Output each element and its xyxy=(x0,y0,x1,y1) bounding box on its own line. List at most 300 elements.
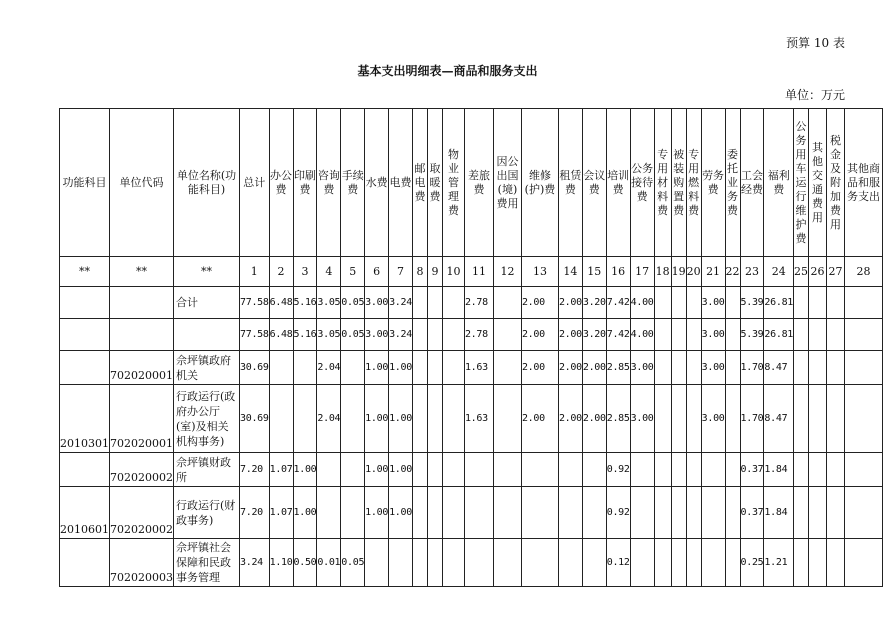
amount-cell xyxy=(671,319,686,351)
unit-name-cell: 行政运行(财政事务) xyxy=(174,487,240,539)
amount-cell xyxy=(845,385,883,453)
column-header-label: 单位名称(功能科目) xyxy=(176,168,237,196)
amount-cell xyxy=(809,539,827,587)
amount-cell: 0.25 xyxy=(740,539,764,587)
amount-cell xyxy=(341,351,365,385)
column-header xyxy=(240,109,270,257)
column-header xyxy=(630,109,654,257)
column-index: 27 xyxy=(827,257,845,287)
index-row xyxy=(60,257,883,287)
amount-cell: 2.00 xyxy=(558,287,582,319)
amount-cell xyxy=(725,539,740,587)
column-header-label: 功能科目 xyxy=(62,175,107,189)
amount-cell xyxy=(701,453,725,487)
amount-cell xyxy=(671,351,686,385)
amount-cell: 1.00 xyxy=(293,453,317,487)
amount-cell xyxy=(442,453,464,487)
amount-cell xyxy=(442,351,464,385)
amount-cell: 1.00 xyxy=(365,385,389,453)
column-header xyxy=(341,109,365,257)
amount-cell xyxy=(827,351,845,385)
column-header-label: 总计 xyxy=(243,175,266,189)
amount-cell xyxy=(725,351,740,385)
amount-cell xyxy=(654,453,671,487)
column-header xyxy=(686,109,701,257)
amount-cell xyxy=(269,385,293,453)
amount-cell: 2.04 xyxy=(317,385,341,453)
column-header xyxy=(725,109,740,257)
column-header xyxy=(794,109,809,257)
column-header-label: 公务用车运行维护费 xyxy=(795,119,807,245)
amount-cell xyxy=(493,453,521,487)
amount-cell: 1.00 xyxy=(389,385,413,453)
amount-cell xyxy=(521,453,558,487)
function-code-cell xyxy=(60,453,110,487)
amount-cell xyxy=(827,385,845,453)
page-title: 基本支出明细表—商品和服务支出 xyxy=(357,64,538,78)
column-header-label: 水费 xyxy=(365,175,388,189)
amount-cell: 1.70 xyxy=(740,351,764,385)
amount-cell xyxy=(269,351,293,385)
amount-cell: 26.81 xyxy=(764,287,794,319)
amount-cell: 3.24 xyxy=(240,539,270,587)
amount-cell: 2.00 xyxy=(521,385,558,453)
amount-cell xyxy=(582,453,606,487)
column-header xyxy=(464,109,493,257)
amount-cell: 4.00 xyxy=(630,287,654,319)
amount-cell: 1.00 xyxy=(365,487,389,539)
column-header xyxy=(293,109,317,257)
amount-cell: 77.58 xyxy=(240,319,270,351)
amount-cell: 2.00 xyxy=(558,351,582,385)
column-header xyxy=(764,109,794,257)
amount-cell xyxy=(701,487,725,539)
column-header xyxy=(493,109,521,257)
amount-cell xyxy=(686,487,701,539)
column-index: 25 xyxy=(794,257,809,287)
amount-cell xyxy=(521,539,558,587)
column-index: 26 xyxy=(809,257,827,287)
function-code-cell: 2010601 xyxy=(60,487,110,539)
column-header xyxy=(521,109,558,257)
amount-cell xyxy=(794,287,809,319)
amount-cell xyxy=(412,319,427,351)
column-index: 8 xyxy=(412,257,427,287)
column-header-label: 咨询费 xyxy=(317,168,340,196)
column-header-label: 工会经费 xyxy=(740,168,763,196)
column-index: 28 xyxy=(845,257,883,287)
amount-cell: 1.70 xyxy=(740,385,764,453)
column-header-label: 维修(护)费 xyxy=(524,168,556,196)
amount-cell xyxy=(654,539,671,587)
function-code-cell xyxy=(60,319,110,351)
amount-cell xyxy=(809,385,827,453)
amount-cell: 2.00 xyxy=(558,385,582,453)
function-code-cell: 2010301 xyxy=(60,385,110,453)
amount-cell xyxy=(365,539,389,587)
column-index: 19 xyxy=(671,257,686,287)
amount-cell xyxy=(845,453,883,487)
amount-cell xyxy=(427,487,442,539)
column-index: 2 xyxy=(269,257,293,287)
column-header-label: 其他商品和服务支出 xyxy=(847,161,881,203)
amount-cell xyxy=(341,453,365,487)
unit-name-cell: 行政运行(政府办公厅(室)及相关机构事务) xyxy=(174,385,240,453)
table-row xyxy=(60,385,883,453)
column-index: 24 xyxy=(764,257,794,287)
amount-cell: 3.00 xyxy=(701,351,725,385)
unit-label: 单位：万元 xyxy=(784,88,845,102)
amount-cell: 2.00 xyxy=(582,351,606,385)
amount-cell: 3.00 xyxy=(630,385,654,453)
amount-cell: 1.84 xyxy=(764,487,794,539)
amount-cell xyxy=(558,453,582,487)
amount-cell xyxy=(630,487,654,539)
column-header xyxy=(269,109,293,257)
amount-cell xyxy=(671,539,686,587)
function-code-cell xyxy=(60,539,110,587)
amount-cell: 8.47 xyxy=(764,351,794,385)
column-index: ** xyxy=(110,257,174,287)
amount-cell: 1.21 xyxy=(764,539,794,587)
unit-code-cell: 702020002 xyxy=(110,453,174,487)
amount-cell xyxy=(654,385,671,453)
amount-cell xyxy=(845,287,883,319)
column-header xyxy=(845,109,883,257)
amount-cell xyxy=(493,539,521,587)
unit-code-cell xyxy=(110,319,174,351)
amount-cell: 2.00 xyxy=(582,385,606,453)
amount-cell xyxy=(671,453,686,487)
table-row xyxy=(60,287,883,319)
amount-cell xyxy=(464,453,493,487)
unit-name-cell: 佘坪镇政府机关 xyxy=(174,351,240,385)
amount-cell xyxy=(442,287,464,319)
column-index: 7 xyxy=(389,257,413,287)
column-index: 16 xyxy=(606,257,630,287)
column-header xyxy=(654,109,671,257)
column-header xyxy=(365,109,389,257)
amount-cell: 0.37 xyxy=(740,453,764,487)
amount-cell: 3.05 xyxy=(317,319,341,351)
column-index: 23 xyxy=(740,257,764,287)
amount-cell: 2.04 xyxy=(317,351,341,385)
table-row xyxy=(60,453,883,487)
amount-cell: 2.00 xyxy=(521,287,558,319)
amount-cell xyxy=(827,453,845,487)
amount-cell: 7.42 xyxy=(606,287,630,319)
amount-cell: 5.39 xyxy=(740,319,764,351)
column-header-label: 邮电费 xyxy=(414,161,426,203)
column-header-label: 会议费 xyxy=(583,168,606,196)
column-index: 13 xyxy=(521,257,558,287)
amount-cell xyxy=(427,287,442,319)
column-header xyxy=(606,109,630,257)
function-code-cell xyxy=(60,351,110,385)
amount-cell: 1.07 xyxy=(269,487,293,539)
amount-cell xyxy=(725,487,740,539)
amount-cell xyxy=(427,385,442,453)
column-header xyxy=(427,109,442,257)
amount-cell xyxy=(464,539,493,587)
column-index: 14 xyxy=(558,257,582,287)
amount-cell: 2.00 xyxy=(558,319,582,351)
amount-cell: 30.69 xyxy=(240,385,270,453)
amount-cell: 3.00 xyxy=(701,319,725,351)
amount-cell: 3.00 xyxy=(701,287,725,319)
amount-cell xyxy=(725,319,740,351)
amount-cell: 3.24 xyxy=(389,287,413,319)
column-header xyxy=(174,109,240,257)
table-row xyxy=(60,319,883,351)
amount-cell: 3.20 xyxy=(582,287,606,319)
unit-code-cell: 702020002 xyxy=(110,487,174,539)
amount-cell: 0.05 xyxy=(341,287,365,319)
amount-cell xyxy=(845,319,883,351)
amount-cell xyxy=(442,539,464,587)
amount-cell: 6.48 xyxy=(269,287,293,319)
amount-cell xyxy=(464,487,493,539)
column-index: 12 xyxy=(493,257,521,287)
amount-cell: 1.84 xyxy=(764,453,794,487)
column-header xyxy=(60,109,110,257)
amount-cell: 7.20 xyxy=(240,453,270,487)
amount-cell xyxy=(701,539,725,587)
amount-cell: 77.58 xyxy=(240,287,270,319)
column-index: 11 xyxy=(464,257,493,287)
amount-cell xyxy=(412,453,427,487)
amount-cell xyxy=(794,453,809,487)
amount-cell: 2.85 xyxy=(606,385,630,453)
column-header-label: 委托业务费 xyxy=(727,147,739,217)
amount-cell: 8.47 xyxy=(764,385,794,453)
column-header xyxy=(671,109,686,257)
column-index: 1 xyxy=(240,257,270,287)
amount-cell xyxy=(317,487,341,539)
column-header-label: 差旅费 xyxy=(467,168,490,196)
table-row xyxy=(60,487,883,539)
column-header-label: 手续费 xyxy=(341,168,364,196)
amount-cell xyxy=(582,539,606,587)
amount-cell xyxy=(654,319,671,351)
amount-cell: 0.37 xyxy=(740,487,764,539)
column-header-label: 电费 xyxy=(389,175,412,189)
amount-cell: 5.16 xyxy=(293,319,317,351)
amount-cell xyxy=(293,385,317,453)
amount-cell: 1.07 xyxy=(269,453,293,487)
amount-cell xyxy=(493,351,521,385)
amount-cell xyxy=(442,487,464,539)
amount-cell: 5.39 xyxy=(740,287,764,319)
amount-cell: 1.00 xyxy=(365,453,389,487)
amount-cell xyxy=(827,487,845,539)
amount-cell xyxy=(389,539,413,587)
column-header xyxy=(809,109,827,257)
amount-cell: 5.16 xyxy=(293,287,317,319)
amount-cell: 3.05 xyxy=(317,287,341,319)
amount-cell xyxy=(427,319,442,351)
amount-cell: 2.00 xyxy=(521,319,558,351)
amount-cell: 6.48 xyxy=(269,319,293,351)
amount-cell xyxy=(794,319,809,351)
amount-cell xyxy=(794,539,809,587)
amount-cell xyxy=(654,487,671,539)
amount-cell: 3.20 xyxy=(582,319,606,351)
amount-cell xyxy=(412,539,427,587)
column-header-label: 福利费 xyxy=(767,168,790,196)
amount-cell xyxy=(493,287,521,319)
unit-name-cell: 合计 xyxy=(174,287,240,319)
amount-cell: 7.20 xyxy=(240,487,270,539)
amount-cell: 1.00 xyxy=(389,487,413,539)
column-header xyxy=(582,109,606,257)
amount-cell xyxy=(725,287,740,319)
amount-cell: 1.00 xyxy=(365,351,389,385)
amount-cell: 3.24 xyxy=(389,319,413,351)
amount-cell xyxy=(845,539,883,587)
column-header-label: 办公费 xyxy=(270,168,293,196)
column-header-label: 劳务费 xyxy=(702,168,725,196)
column-index: ** xyxy=(174,257,240,287)
column-header-label: 公务接待费 xyxy=(631,161,654,203)
amount-cell: 0.50 xyxy=(293,539,317,587)
amount-cell xyxy=(442,319,464,351)
column-header-label: 单位代码 xyxy=(119,175,164,189)
amount-cell: 0.92 xyxy=(606,487,630,539)
amount-cell xyxy=(442,385,464,453)
amount-cell xyxy=(686,539,701,587)
amount-cell xyxy=(845,351,883,385)
amount-cell xyxy=(341,385,365,453)
amount-cell: 0.01 xyxy=(317,539,341,587)
column-index: 22 xyxy=(725,257,740,287)
amount-cell xyxy=(827,539,845,587)
amount-cell: 26.81 xyxy=(764,319,794,351)
amount-cell xyxy=(493,319,521,351)
amount-cell: 3.00 xyxy=(630,351,654,385)
amount-cell xyxy=(845,487,883,539)
column-header-label: 物业管理费 xyxy=(447,147,459,217)
amount-cell: 1.63 xyxy=(464,351,493,385)
unit-code-cell: 702020001 xyxy=(110,385,174,453)
amount-cell xyxy=(827,319,845,351)
amount-cell xyxy=(654,287,671,319)
amount-cell xyxy=(686,453,701,487)
amount-cell xyxy=(427,539,442,587)
unit-code-cell: 702020001 xyxy=(110,351,174,385)
function-code-cell xyxy=(60,287,110,319)
amount-cell xyxy=(412,287,427,319)
column-header xyxy=(110,109,174,257)
column-header xyxy=(317,109,341,257)
amount-cell xyxy=(794,487,809,539)
table-row xyxy=(60,539,883,587)
column-index: 6 xyxy=(365,257,389,287)
column-header xyxy=(412,109,427,257)
table-row xyxy=(60,351,883,385)
column-header-label: 取暖费 xyxy=(429,161,441,203)
amount-cell xyxy=(809,287,827,319)
column-header-label: 专用燃料费 xyxy=(688,147,700,217)
amount-cell xyxy=(412,351,427,385)
amount-cell: 2.78 xyxy=(464,287,493,319)
amount-cell: 1.00 xyxy=(389,453,413,487)
column-header-label: 其他交通费用 xyxy=(812,140,824,224)
amount-cell xyxy=(794,385,809,453)
amount-cell xyxy=(809,487,827,539)
expense-table xyxy=(59,108,883,587)
amount-cell xyxy=(809,319,827,351)
amount-cell: 2.78 xyxy=(464,319,493,351)
unit-name-cell: 佘坪镇财政所 xyxy=(174,453,240,487)
amount-cell xyxy=(427,351,442,385)
column-header-label: 因公出国(境)费用 xyxy=(496,154,519,210)
amount-cell: 2.85 xyxy=(606,351,630,385)
column-header xyxy=(701,109,725,257)
column-header xyxy=(558,109,582,257)
amount-cell: 0.05 xyxy=(341,319,365,351)
column-header xyxy=(740,109,764,257)
column-index: 20 xyxy=(686,257,701,287)
amount-cell xyxy=(412,385,427,453)
column-header-label: 专用材料费 xyxy=(657,147,669,217)
unit-name-cell: 佘坪镇社会保障和民政事务管理 xyxy=(174,539,240,587)
amount-cell xyxy=(317,453,341,487)
amount-cell: 3.00 xyxy=(701,385,725,453)
amount-cell: 3.00 xyxy=(365,319,389,351)
column-header-label: 培训费 xyxy=(607,168,630,196)
column-index: 17 xyxy=(630,257,654,287)
amount-cell xyxy=(725,453,740,487)
column-header xyxy=(827,109,845,257)
amount-cell: 0.12 xyxy=(606,539,630,587)
column-header xyxy=(389,109,413,257)
amount-cell xyxy=(521,487,558,539)
unit-code-cell: 702020003 xyxy=(110,539,174,587)
amount-cell xyxy=(809,453,827,487)
amount-cell xyxy=(630,539,654,587)
amount-cell xyxy=(686,351,701,385)
amount-cell xyxy=(582,487,606,539)
column-index: ** xyxy=(60,257,110,287)
amount-cell xyxy=(493,385,521,453)
unit-code-cell xyxy=(110,287,174,319)
amount-cell xyxy=(493,487,521,539)
column-header-label: 印刷费 xyxy=(293,168,316,196)
amount-cell xyxy=(341,487,365,539)
amount-cell: 1.10 xyxy=(269,539,293,587)
column-header xyxy=(442,109,464,257)
amount-cell xyxy=(558,539,582,587)
amount-cell xyxy=(427,453,442,487)
amount-cell xyxy=(686,385,701,453)
amount-cell: 4.00 xyxy=(630,319,654,351)
amount-cell xyxy=(809,351,827,385)
column-index: 18 xyxy=(654,257,671,287)
column-header-label: 税金及附加费用 xyxy=(830,133,842,231)
column-index: 3 xyxy=(293,257,317,287)
amount-cell xyxy=(794,351,809,385)
column-index: 10 xyxy=(442,257,464,287)
amount-cell: 0.05 xyxy=(341,539,365,587)
column-index: 4 xyxy=(317,257,341,287)
column-index: 9 xyxy=(427,257,442,287)
amount-cell xyxy=(558,487,582,539)
amount-cell xyxy=(827,287,845,319)
amount-cell: 2.00 xyxy=(521,351,558,385)
amount-cell: 7.42 xyxy=(606,319,630,351)
amount-cell: 0.92 xyxy=(606,453,630,487)
